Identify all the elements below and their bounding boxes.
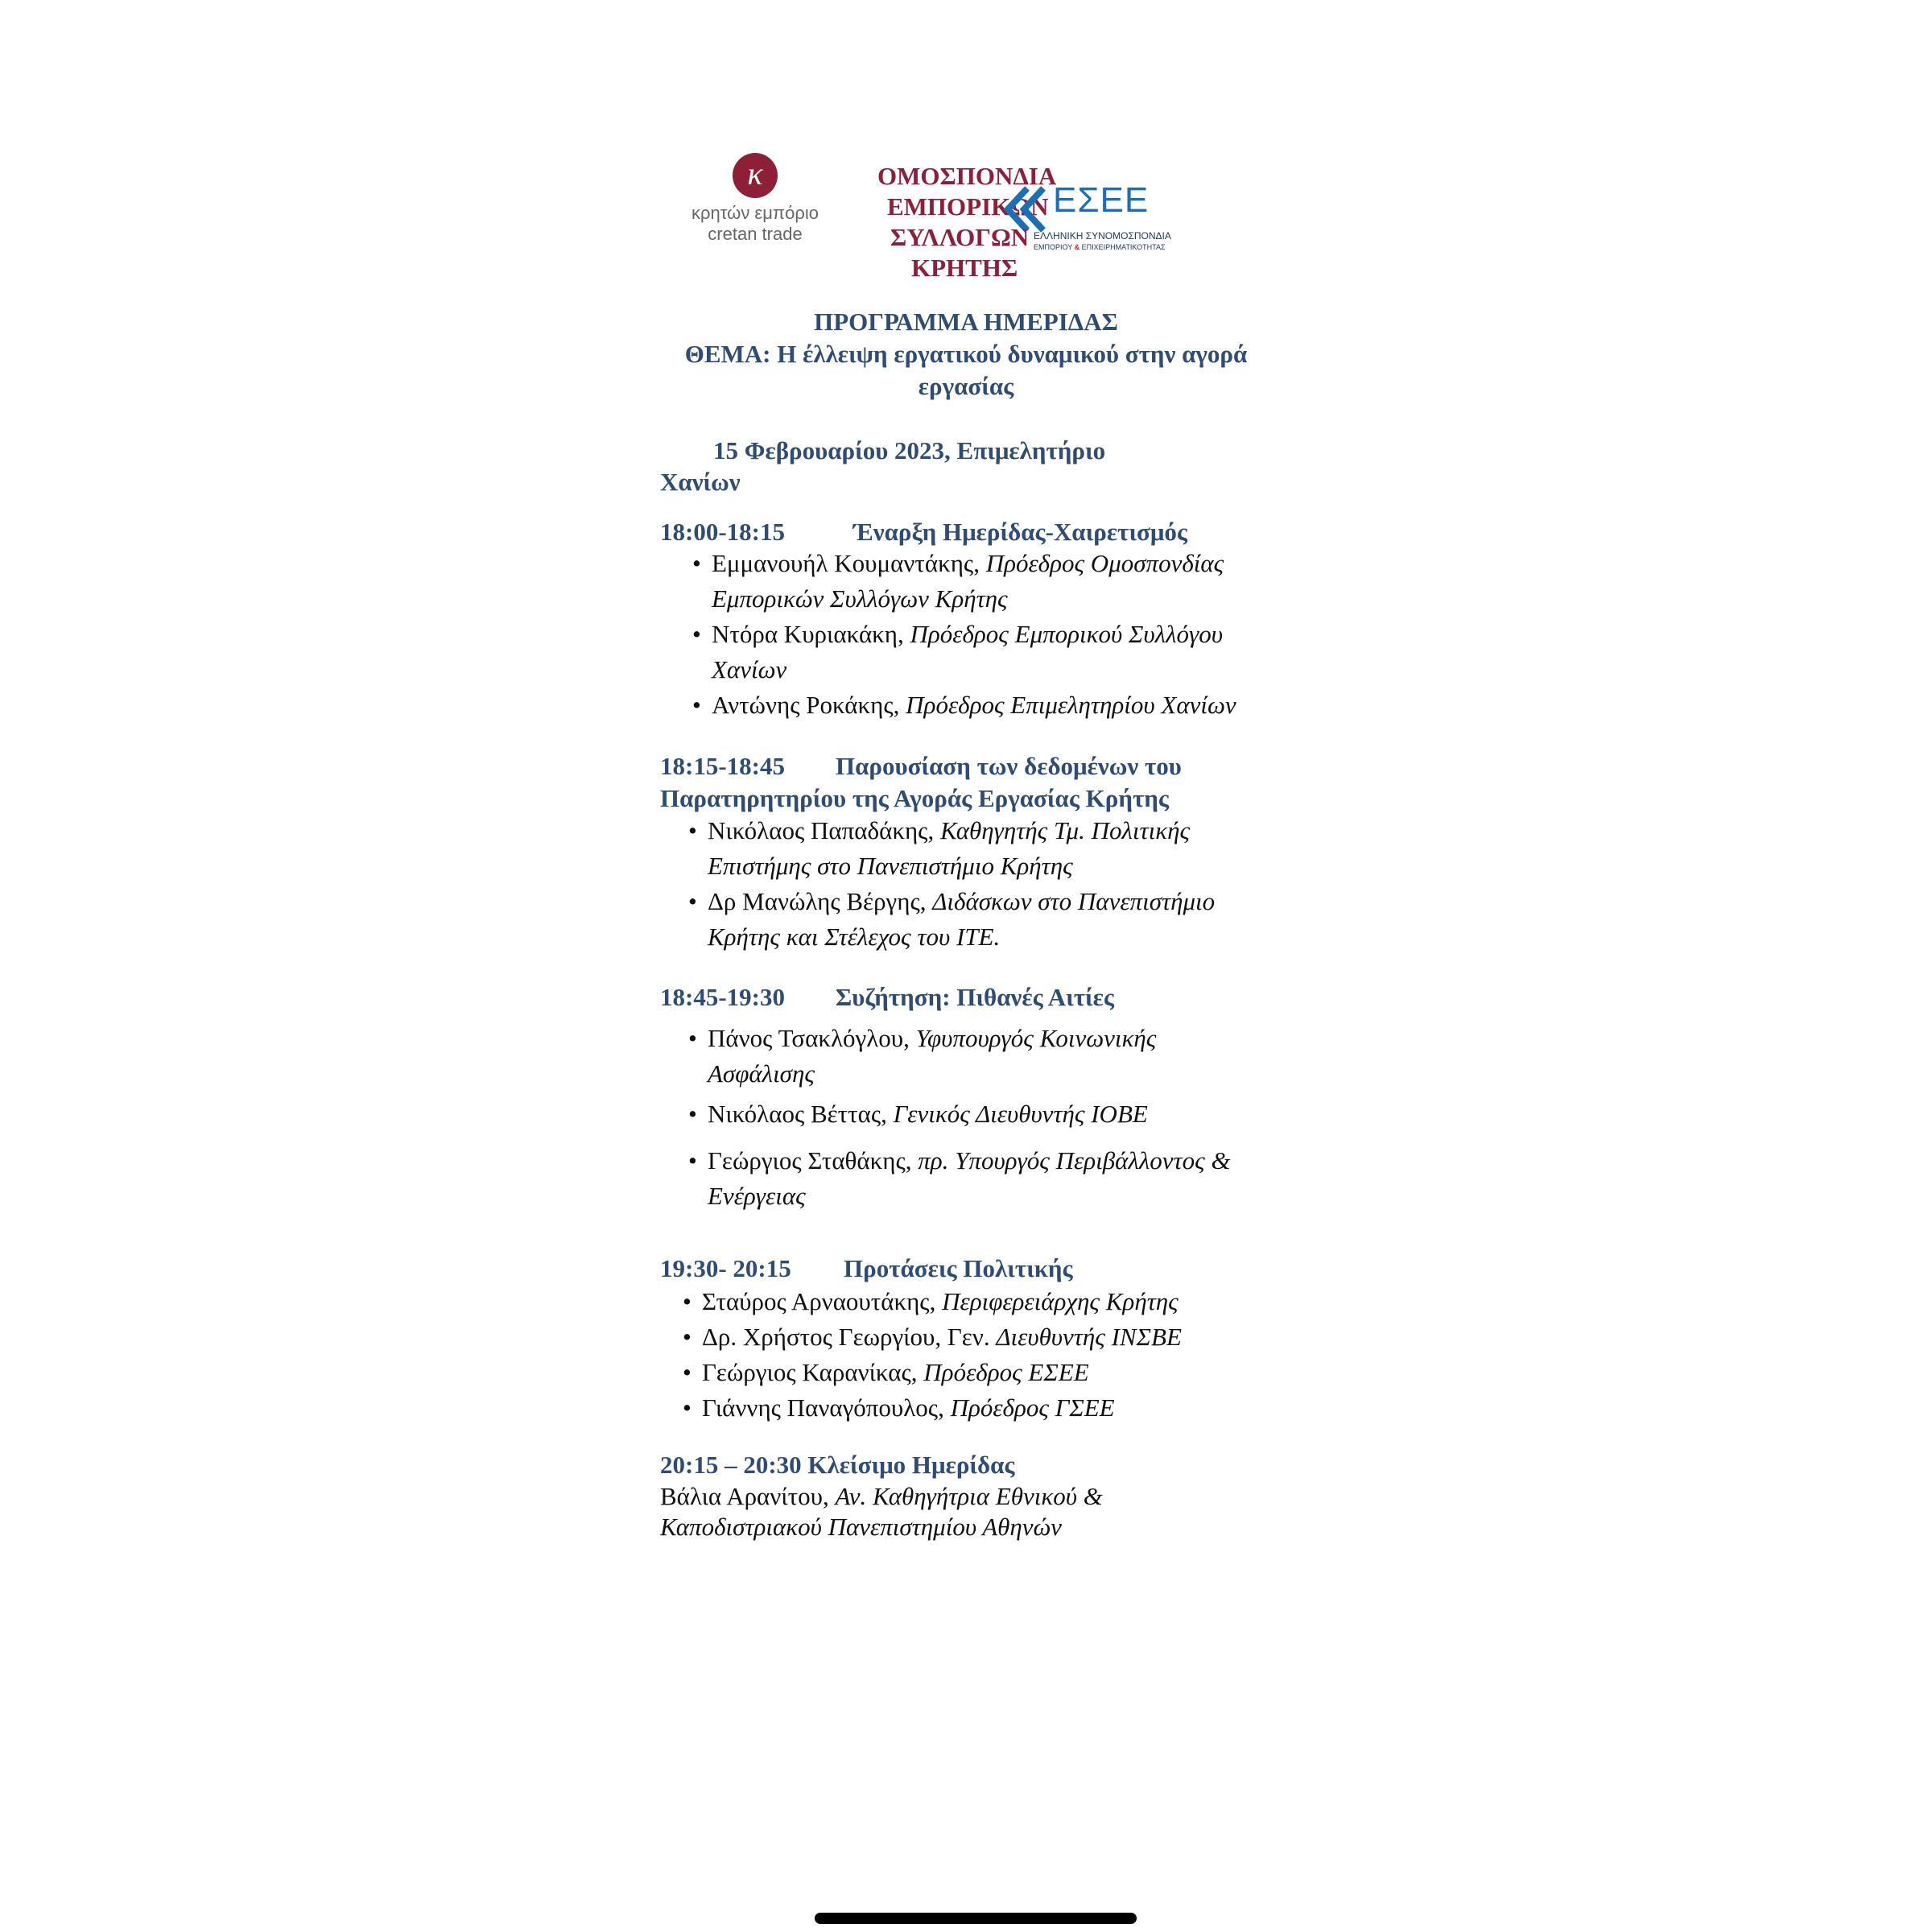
cretan-trade-greek: κρητών εμπόριο (691, 203, 819, 223)
theme-line-1: ΘΕΜΑ: Η έλλειψη εργατικού δυναμικού στην αγορά (684, 340, 1248, 368)
speaker-role-prefix: πρ. (918, 1146, 956, 1174)
speaker-name: Ντόρα Κυριακάκη, (712, 620, 910, 648)
speaker-role: Διδάσκων στο Πανεπιστήμιο (932, 887, 1216, 915)
event-date-line-1: 15 Φεβρουαρίου 2023, Επιμελητήριο (713, 436, 1106, 464)
speaker-name: Σταύρος Αρναουτάκης, (702, 1287, 943, 1315)
session-1-title: Έναρξη Ημερίδας-Χαιρετισμός (853, 518, 1187, 546)
speaker-name: Αντώνης Ροκάκης, (712, 691, 906, 719)
session-4-time: 19:30- 20:15 (660, 1254, 791, 1282)
speaker-item (688, 1096, 1300, 1132)
session-3-title: Συζήτηση: Πιθανές Αιτίες (836, 983, 1114, 1011)
speaker-name: Πάνος Τσακλόγλου, (708, 1024, 916, 1052)
session-1-time: 18:00-18:15 (660, 518, 785, 546)
session-4-heading (660, 1253, 1073, 1285)
speaker-item (688, 1143, 1300, 1214)
speaker-role: Πρόεδρος Επιμελητηρίου Χανίων (906, 691, 1236, 719)
session-4-speakers (683, 1284, 1294, 1426)
speaker-name: Νικόλαος Παπαδάκης, (708, 816, 940, 844)
session-3-heading (660, 981, 1114, 1013)
speaker-role-cont: Ασφάλισης (708, 1059, 815, 1088)
session-2-speakers (688, 813, 1300, 955)
speaker-role: Πρόεδρος Εμπορικού Συλλόγου (910, 620, 1223, 648)
speaker-role: Περιφερειάρχης Κρήτης (942, 1287, 1179, 1315)
speaker-item (692, 617, 1304, 687)
speaker-role: Πρόεδρος ΓΣΕΕ (950, 1393, 1115, 1422)
speaker-name: Νικόλαος Βέττας, (708, 1100, 894, 1128)
closing-speaker-name: Βάλια Αρανίτου, (660, 1482, 836, 1510)
esee-subtitle-2: ΕΜΠΟΡΙΟΥ & ΕΠΙΧΕΙΡΗΜΑΤΙΚΟΤΗΤΑΣ (1034, 243, 1166, 251)
esee-subtitle-1: ΕΛΛΗΝΙΚΗ ΣΥΝΟΜΟΣΠΟΝΔΙΑ (1034, 230, 1171, 242)
speaker-role-cont: Χανίων (712, 655, 787, 683)
session-2-title-cont: Παρατηρητηρίου της Αγοράς Εργασίας Κρήτης (660, 784, 1169, 812)
federation-line-1: ΟΜΟΣΠΟΝΔΙΑ (877, 162, 1057, 190)
speaker-item (692, 687, 1304, 723)
closing-speaker (660, 1480, 1103, 1513)
federation-line-2: ΕΜΠΟΡΙΚΩΝ (887, 192, 1049, 221)
speaker-item (683, 1319, 1294, 1355)
speaker-item (683, 1284, 1294, 1319)
speaker-role-cont: Εμπορικών Συλλόγων Κρήτης (712, 584, 1008, 613)
speaker-name: Γεώργιος Καρανίκας, (702, 1358, 924, 1386)
speaker-role-cont: Ενέργειας (708, 1182, 806, 1210)
theme-line-2: εργασίας (918, 372, 1014, 400)
session-3-speakers (688, 1021, 1300, 1214)
speaker-name: Δρ Μανώλης Βέργης, (708, 887, 933, 915)
federation-line-3: ΣΥΛΛΟΓΩΝ (890, 223, 1030, 251)
speaker-name: Εμμανουήλ Κουμαντάκης, (712, 549, 986, 577)
session-4-title: Προτάσεις Πολιτικής (844, 1254, 1073, 1282)
speaker-role-cont: Επιστήμης στο Πανεπιστήμιο Κρήτης (708, 852, 1073, 880)
session-1-speakers (692, 546, 1304, 723)
session-1-heading (660, 516, 1187, 548)
home-indicator[interactable] (815, 1913, 1137, 1924)
esee-word: ΕΣΕΕ (1053, 180, 1150, 220)
speaker-role: Υπουργός Περιβάλλοντος & (955, 1146, 1231, 1174)
session-2-title: Παρουσίαση των δεδομένων του (836, 752, 1182, 780)
cretan-trade-english: cretan trade (708, 224, 803, 244)
speaker-name: Δρ. Χρήστος Γεωργίου, Γεν. (702, 1323, 997, 1351)
speaker-item (683, 1355, 1294, 1390)
speaker-item (683, 1390, 1294, 1426)
speaker-name: Γιάννης Παναγόπουλος, (702, 1393, 951, 1422)
speaker-role: Γενικός Διευθυντής ΙΟΒΕ (893, 1100, 1148, 1128)
closing-speaker-role-cont: Καποδιστριακού Πανεπιστημίου Αθηνών (660, 1513, 1062, 1541)
closing-heading: 20:15 – 20:30 Κλείσιμο Ημερίδας (660, 1451, 1015, 1479)
speaker-role: Πρόεδρος Ομοσπονδίας (985, 549, 1224, 577)
speaker-item (692, 546, 1304, 617)
speaker-name: Γεώργιος Σταθάκης, (708, 1146, 919, 1174)
speaker-role: Καθηγητής Τμ. Πολιτικής (939, 816, 1191, 844)
cretan-trade-logo (675, 153, 836, 245)
session-2-heading (660, 750, 1182, 782)
federation-line-4: ΚΡΗΤΗΣ (911, 254, 1018, 282)
closing-speaker-role: Αν. Καθηγήτρια Εθνικού & (835, 1482, 1103, 1510)
program-title: ΠΡΟΓΡΑΜΜΑ ΗΜΕΡΙΔΑΣ (814, 308, 1118, 336)
speaker-item (688, 813, 1300, 884)
session-3-time: 18:45-19:30 (660, 983, 785, 1011)
speaker-role: Πρόεδρος ΕΣΕΕ (923, 1358, 1089, 1386)
cretan-trade-mark: κ (733, 153, 778, 198)
event-date-line-2: Χανίων (660, 468, 741, 496)
speaker-item (688, 1021, 1300, 1092)
speaker-role: Υφυπουργός Κοινωνικής (915, 1024, 1157, 1052)
speaker-item (688, 884, 1300, 955)
session-2-time: 18:15-18:45 (660, 752, 785, 780)
speaker-role-cont: Κρήτης και Στέλεχος του ΙΤΕ. (708, 923, 1001, 951)
speaker-role: Διευθυντής ΙΝΣΒΕ (996, 1323, 1182, 1351)
